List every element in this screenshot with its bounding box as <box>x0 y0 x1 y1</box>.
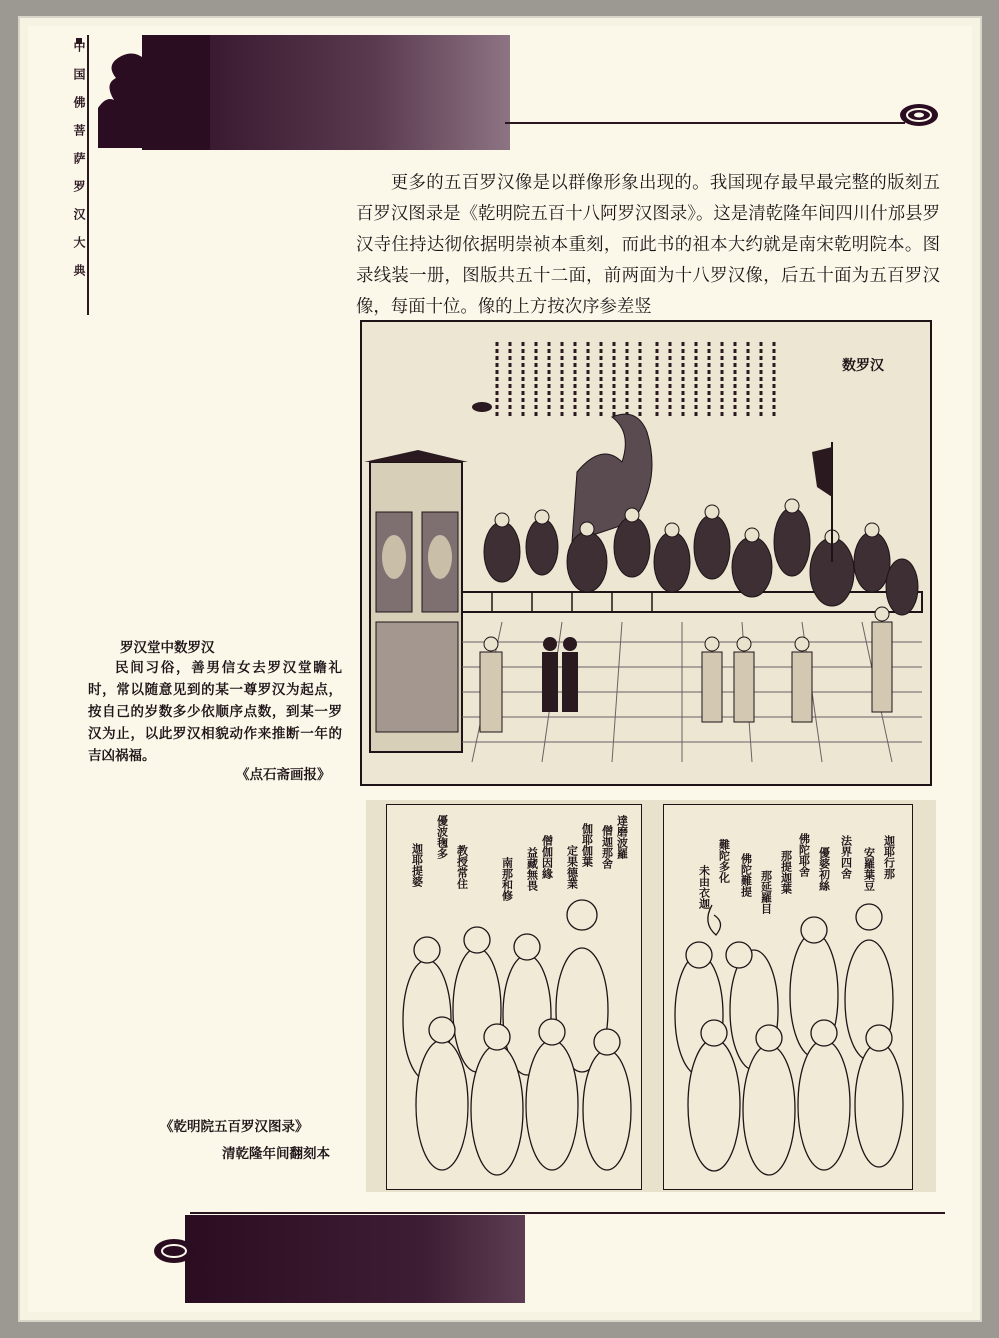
arhat-name-right: 難陀多化 <box>717 839 731 883</box>
arhat-album-illustration <box>366 800 936 1192</box>
right-arhats-drawing <box>664 805 912 1189</box>
footer-ruyi-cloud-icon <box>152 1236 196 1266</box>
arhat-name-left: 定果德業 <box>565 845 579 889</box>
header-dark-block <box>142 35 212 150</box>
arhat-name-right: 佛陀耶舍 <box>797 833 811 877</box>
arhat-name-right: 法界四舍 <box>839 835 853 879</box>
ruyi-cloud-icon <box>898 100 940 130</box>
arhat-name-left: 教授常住 <box>455 845 469 889</box>
arhat-name-right: 安羅葉豆 <box>862 847 876 891</box>
arhat-name-left: 伽耶伽葉 <box>580 823 594 867</box>
arhat-name-right: 迦耶行那 <box>882 835 896 879</box>
left-arhats-drawing <box>387 805 641 1189</box>
arhat-name-left: 優波毱多 <box>435 815 449 859</box>
footer-rule <box>190 1212 945 1214</box>
figure2-caption-sub: 清乾隆年间翻刻本 <box>222 1146 330 1162</box>
arhat-name-left: 達磨波羅 <box>615 815 629 859</box>
body-paragraph: 更多的五百罗汉像是以群像形象出现的。我国现存最早最完整的版刻五百罗汉图录是《乾明院五百十八阿罗汉图录》。这是清乾隆年间四川什邡县罗汉寺住持达彻依据明崇祯本重刻，而此书的祖本大约就是南宋乾明院本。图录线装一册，图版共五十二面，前两面为十八罗汉像，后五十面为五百罗汉像，每面十位。像的上方按次序参差竖 <box>356 173 940 317</box>
arhat-name-left: 南那和修 <box>500 857 514 901</box>
header-gradient-block <box>210 35 510 150</box>
arhat-name-right: 那提迦葉 <box>779 850 793 894</box>
album-page-left <box>386 804 642 1190</box>
arhat-name-right: 未由衣迦 <box>697 865 711 909</box>
luohan-hall-drawing <box>362 322 930 784</box>
footer-dark-block <box>185 1215 525 1303</box>
luohan-hall-illustration <box>360 320 932 786</box>
arhat-name-left: 僧伽因緣 <box>540 835 554 879</box>
figure1-caption-source: 《点石斋画报》 <box>236 767 331 783</box>
arhat-name-right: 那延羅目 <box>759 870 773 914</box>
spine-rule <box>87 35 89 315</box>
arhat-name-right: 優婆初絲 <box>817 847 831 891</box>
arhat-name-left: 益藏無畏 <box>525 847 539 891</box>
inset-title: 数罗汉 <box>842 358 884 374</box>
spine-title: 中国佛菩萨罗汉大典 <box>72 40 86 292</box>
album-page-right <box>663 804 913 1190</box>
header-rule <box>505 122 905 124</box>
arhat-name-left: 迦耶提婆 <box>410 843 424 887</box>
arhat-name-right: 佛陀難提 <box>739 853 753 897</box>
figure2-caption-title: 《乾明院五百罗汉图录》 <box>160 1119 309 1135</box>
figure1-caption-title: 罗汉堂中数罗汉 <box>120 640 215 656</box>
figure1-caption-body: 民间习俗，善男信女去罗汉堂瞻礼时，常以随意见到的某一尊罗汉为起点，按自己的岁数多少依顺序点数，到某一罗汉为止，以此罗汉相貌动作来推断一年的吉凶祸福。 <box>88 660 342 764</box>
arhat-name-left: 僧迦那舍 <box>600 825 614 869</box>
